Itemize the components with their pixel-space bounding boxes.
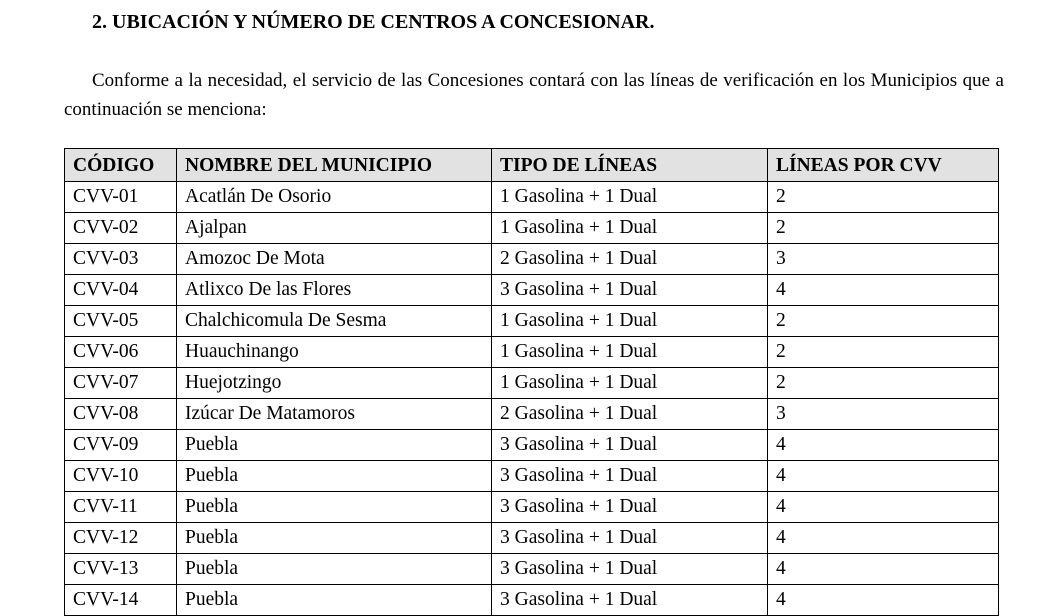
column-header-tipo-lineas: TIPO DE LÍNEAS [492,149,768,182]
table-row [65,554,999,585]
cell-codigo: CVV-03 [65,244,177,275]
cell-codigo: CVV-04 [65,275,177,306]
cell-tipo-lineas: 3 Gasolina + 1 Dual [492,554,768,585]
cell-tipo-lineas: 1 Gasolina + 1 Dual [492,337,768,368]
cell-tipo-lineas: 3 Gasolina + 1 Dual [492,275,768,306]
cell-municipio: Puebla [177,430,492,461]
cell-lineas-por-cvv: 4 [768,523,999,554]
table-row [65,399,999,430]
cell-lineas-por-cvv: 2 [768,337,999,368]
cell-lineas-por-cvv: 4 [768,461,999,492]
cell-municipio: Huauchinango [177,337,492,368]
intro-paragraph: Conforme a la necesidad, el servicio de las Concesiones contará con las líneas de verificación en los Municipios que a continuación se menciona: [64,70,1004,120]
cell-codigo: CVV-07 [65,368,177,399]
table-row [65,585,999,616]
cell-municipio: Izúcar De Matamoros [177,399,492,430]
cell-tipo-lineas: 2 Gasolina + 1 Dual [492,399,768,430]
cell-lineas-por-cvv: 2 [768,182,999,213]
cell-codigo: CVV-10 [65,461,177,492]
table-row [65,244,999,275]
table-row [65,306,999,337]
cell-municipio: Huejotzingo [177,368,492,399]
cell-tipo-lineas: 3 Gasolina + 1 Dual [492,492,768,523]
cell-lineas-por-cvv: 4 [768,585,999,616]
cell-municipio: Puebla [177,554,492,585]
column-header-municipio: NOMBRE DEL MUNICIPIO [177,149,492,182]
table-row [65,182,999,213]
cell-lineas-por-cvv: 2 [768,306,999,337]
municipios-table [64,148,999,616]
table-header-row [65,149,999,182]
cell-codigo: CVV-02 [65,213,177,244]
cell-codigo: CVV-08 [65,399,177,430]
table-row [65,492,999,523]
table-header [65,149,999,182]
cell-codigo: CVV-05 [65,306,177,337]
cell-codigo: CVV-09 [65,430,177,461]
table-row [65,430,999,461]
column-header-lineas-por-cvv: LÍNEAS POR CVV [768,149,999,182]
cell-lineas-por-cvv: 4 [768,275,999,306]
cell-municipio: Atlixco De las Flores [177,275,492,306]
table-row [65,275,999,306]
cell-lineas-por-cvv: 2 [768,213,999,244]
cell-municipio: Acatlán De Osorio [177,182,492,213]
cell-tipo-lineas: 1 Gasolina + 1 Dual [492,213,768,244]
cell-tipo-lineas: 3 Gasolina + 1 Dual [492,430,768,461]
column-header-codigo: CÓDIGO [65,149,177,182]
cell-lineas-por-cvv: 4 [768,554,999,585]
cell-lineas-por-cvv: 4 [768,430,999,461]
cell-tipo-lineas: 1 Gasolina + 1 Dual [492,306,768,337]
cell-codigo: CVV-01 [65,182,177,213]
cell-lineas-por-cvv: 2 [768,368,999,399]
cell-codigo: CVV-06 [65,337,177,368]
cell-tipo-lineas: 1 Gasolina + 1 Dual [492,182,768,213]
cell-municipio: Puebla [177,585,492,616]
cell-codigo: CVV-14 [65,585,177,616]
cell-codigo: CVV-12 [65,523,177,554]
table-row [65,337,999,368]
cell-tipo-lineas: 3 Gasolina + 1 Dual [492,523,768,554]
cell-tipo-lineas: 2 Gasolina + 1 Dual [492,244,768,275]
cell-municipio: Puebla [177,523,492,554]
cell-tipo-lineas: 3 Gasolina + 1 Dual [492,585,768,616]
cell-tipo-lineas: 3 Gasolina + 1 Dual [492,461,768,492]
cell-municipio: Amozoc De Mota [177,244,492,275]
table-row [65,461,999,492]
cell-municipio: Chalchicomula De Sesma [177,306,492,337]
cell-lineas-por-cvv: 4 [768,492,999,523]
cell-lineas-por-cvv: 3 [768,399,999,430]
cell-municipio: Ajalpan [177,213,492,244]
section-heading: 2. UBICACIÓN Y NÚMERO DE CENTROS A CONCESIONAR. [92,11,655,33]
cell-lineas-por-cvv: 3 [768,244,999,275]
table-row [65,523,999,554]
cell-municipio: Puebla [177,492,492,523]
table-row [65,213,999,244]
cell-municipio: Puebla [177,461,492,492]
table-row [65,368,999,399]
cell-codigo: CVV-11 [65,492,177,523]
cell-codigo: CVV-13 [65,554,177,585]
table-body [65,182,999,616]
cell-tipo-lineas: 1 Gasolina + 1 Dual [492,368,768,399]
